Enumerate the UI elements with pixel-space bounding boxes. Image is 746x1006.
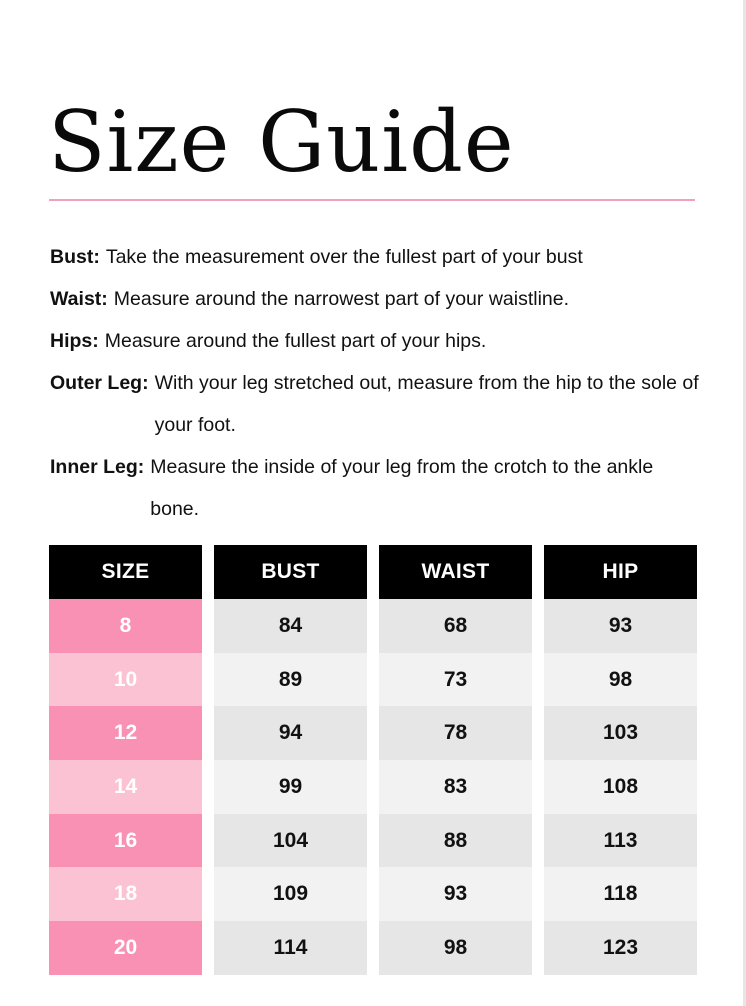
hip-cell: 118 [544,867,697,921]
hip-cell: 113 [544,814,697,868]
definition-waist [50,278,700,320]
bust-cell: 99 [214,760,367,814]
definition-bust [50,236,700,278]
waist-cell: 98 [379,921,532,975]
bust-cell: 84 [214,599,367,653]
size-cell: 8 [49,599,202,653]
hip-cell: 108 [544,760,697,814]
title-divider [49,199,695,201]
column-header-bust: BUST [214,545,367,599]
definition-description: Measure around the fullest part of your hips. [104,330,487,352]
waist-cell: 78 [379,706,532,760]
bust-cell: 104 [214,814,367,868]
size-table [49,545,697,975]
hip-cell: 93 [544,599,697,653]
size-cell: 12 [49,706,202,760]
definition-description: Measure the inside of your leg from the crotch to the ankle bone. [150,456,654,520]
waist-cell: 68 [379,599,532,653]
hip-cell: 98 [544,653,697,707]
waist-cell: 93 [379,867,532,921]
waist-cell: 83 [379,760,532,814]
size-column [49,545,202,975]
size-cell: 10 [49,653,202,707]
bust-column [214,545,367,975]
definition-outer-leg [50,362,700,446]
hip-cell: 103 [544,706,697,760]
definition-hips [50,320,700,362]
column-header-size: SIZE [49,545,202,599]
size-cell: 18 [49,867,202,921]
page-title: Size Guide [48,93,515,191]
definition-term: Bust: [50,246,100,268]
size-cell: 14 [49,760,202,814]
waist-column [379,545,532,975]
hip-cell: 123 [544,921,697,975]
definition-description: With your leg stretched out, measure from the hip to the sole of your foot. [154,372,699,436]
definition-term: Hips: [50,330,99,352]
column-header-hip: HIP [544,545,697,599]
definition-term: Outer Leg: [50,372,149,394]
column-header-waist: WAIST [379,545,532,599]
hip-column [544,545,697,975]
definition-term: Waist: [50,288,108,310]
definition-description: Take the measurement over the fullest part of your bust [105,246,583,268]
definition-inner-leg [50,446,700,530]
size-cell: 16 [49,814,202,868]
waist-cell: 88 [379,814,532,868]
measurement-definitions [50,236,700,530]
bust-cell: 89 [214,653,367,707]
waist-cell: 73 [379,653,532,707]
bust-cell: 114 [214,921,367,975]
definition-description: Measure around the narrowest part of your waistline. [113,288,570,310]
definition-term: Inner Leg: [50,456,145,478]
size-cell: 20 [49,921,202,975]
bust-cell: 94 [214,706,367,760]
bust-cell: 109 [214,867,367,921]
